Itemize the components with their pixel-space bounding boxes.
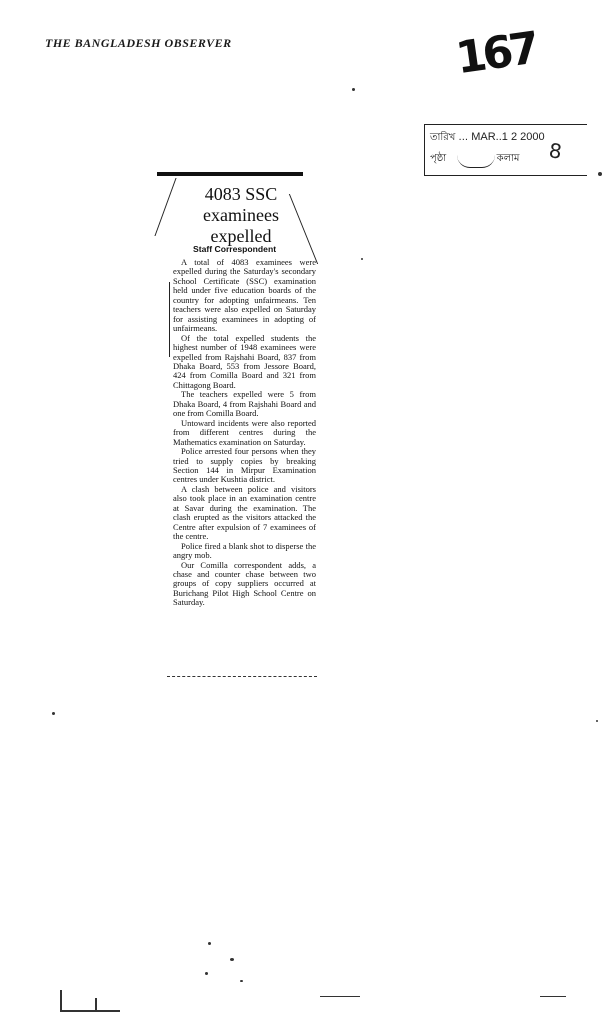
article-body <box>173 258 316 608</box>
article-paragraph: Of the total expelled students the highest number of 1948 examinees were expelled from Rajshahi Board, 837 from Dhaka Board, 553 from Jessore Board, 424 from Comilla Board and 321 from Chittagong Board. <box>173 332 316 390</box>
stamp-page-label: পৃষ্ঠা <box>430 153 447 164</box>
stamp-date-row <box>430 130 545 147</box>
scan-edge-mark <box>540 996 566 997</box>
top-rule <box>157 172 303 176</box>
scan-speck <box>596 720 598 722</box>
stamp-date-label: তারিখ ... <box>430 132 469 143</box>
article-paragraph: Police fired a blank shot to disperse the angry mob. <box>173 540 316 561</box>
headline-line: examinees <box>203 205 279 225</box>
scan-edge-mark <box>95 998 97 1012</box>
scan-speck <box>240 980 243 982</box>
scan-edge-mark <box>320 996 360 997</box>
scan-speck <box>52 712 55 715</box>
bottom-rule <box>167 676 317 677</box>
scan-speck <box>230 958 234 961</box>
scan-speck <box>598 172 602 176</box>
stamp-date: MAR..1 2 2000 <box>471 131 545 143</box>
article-paragraph: Police arrested four persons when they tried to supply copies by breaking Section 144 in Mirpur Examination centres under Kushtia district. <box>173 446 316 485</box>
article-paragraph: Our Comilla correspondent adds, a chase and counter chase between two groups of copy suppliers occurred at Burichang Pilot High School Centre on Saturday. <box>173 559 316 608</box>
headline-line: 4083 SSC <box>204 184 278 204</box>
scan-speck <box>361 258 363 260</box>
article-byline: Staff Correspondent <box>193 244 277 254</box>
news-clipping <box>155 172 320 684</box>
date-stamp <box>424 124 587 176</box>
scan-speck <box>352 88 355 91</box>
headline-line: expelled <box>210 226 272 246</box>
handwritten-page-number: 167 <box>452 22 540 85</box>
scan-speck <box>208 942 211 945</box>
scan-edge-mark <box>60 990 62 1012</box>
scan-edge-mark <box>60 1010 120 1012</box>
article-paragraph: A total of 4083 examinees were expelled during the Saturday's secondary School Certificate (SSC) examination held under five education boards of the country for adopting unfairmeans. Ten teachers were also expelled on Saturday for assisting examinees in adopting of unfairmeans. <box>173 257 316 334</box>
newspaper-masthead: THE BANGLADESH OBSERVER <box>45 36 232 50</box>
stamp-column-label: কলাম <box>496 153 520 164</box>
margin-mark <box>169 282 170 357</box>
scan-speck <box>205 972 208 975</box>
article-paragraph: Untoward incidents were also reported from different centres during the Mathematics examination on Saturday. <box>173 417 316 447</box>
article-paragraph: A clash between police and visitors also took place in an examination centre at Savar during the examination. The clash erupted as the visitors attacked the Centre after expulsion of 7 examinees of the centre. <box>173 483 316 542</box>
article-paragraph: The teachers expelled were 5 from Dhaka Board, 4 from Rajshahi Board and one from Comilla Board. <box>173 389 316 419</box>
article-headline <box>175 184 307 247</box>
stamp-handwritten-number: 8 <box>547 138 564 164</box>
